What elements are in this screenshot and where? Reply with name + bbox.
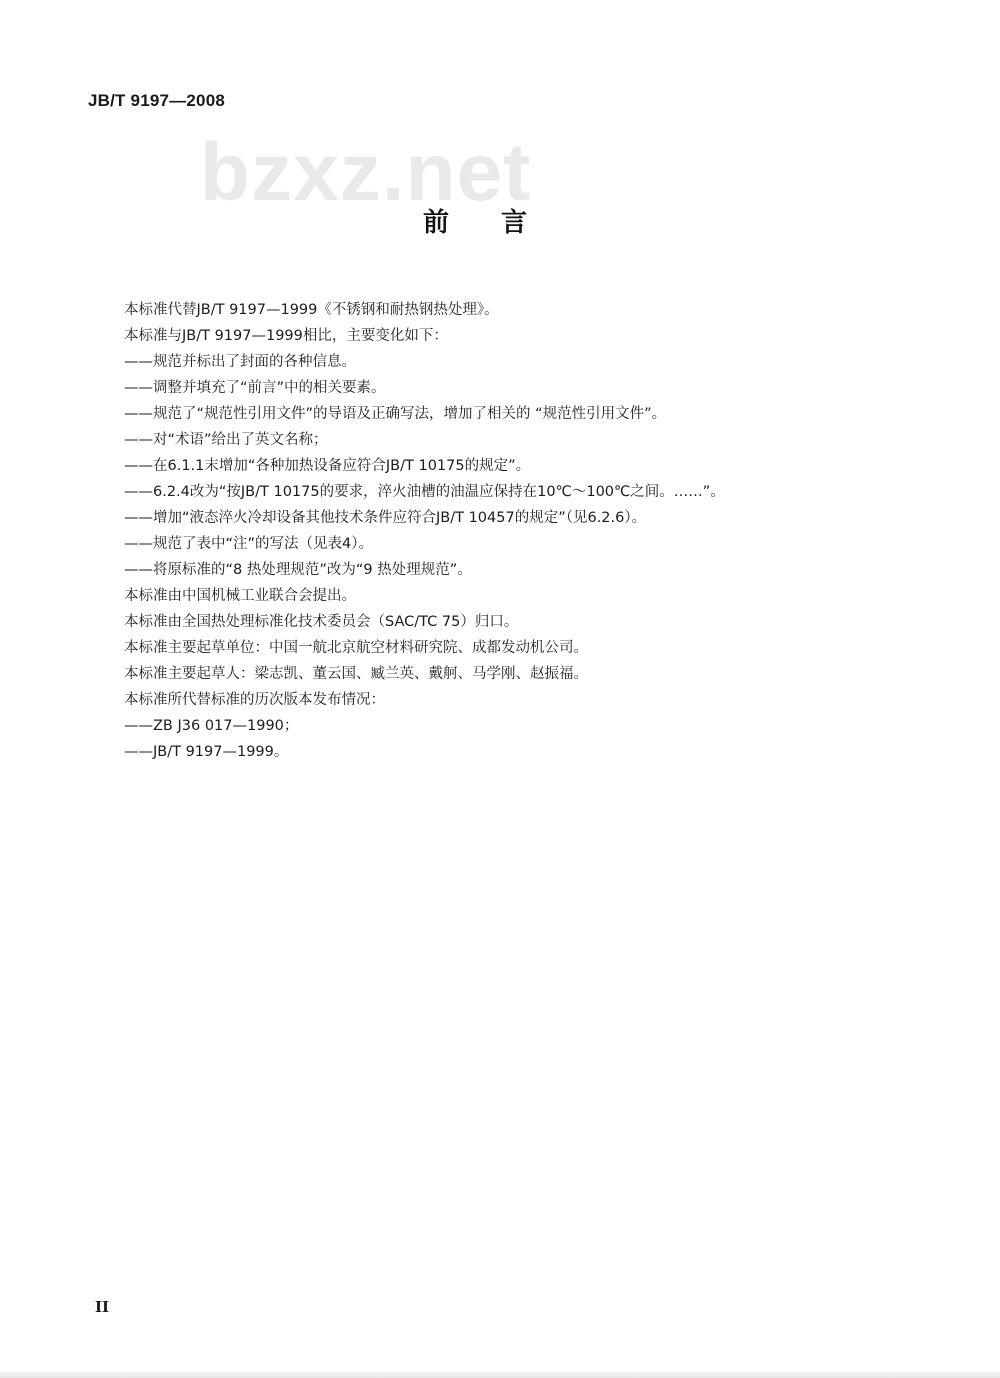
page-bottom-edge (0, 1372, 1000, 1378)
page-title: 前言 (422, 208, 579, 238)
foreword-line: ——调整并填充了“前言”中的相关要素。 (124, 380, 386, 396)
foreword-line: 本标准所代替标准的历次版本发布情况： (124, 692, 385, 708)
foreword-line: ——规范了“规范性引用文件”的导语及正确写法，增加了相关的 “规范性引用文件”。 (124, 406, 667, 422)
foreword-line: ——增加“液态淬火冷却设备其他技术条件应符合JB/T 10457的规定”（见6.2.6）。 (124, 510, 647, 526)
foreword-line: 本标准主要起草单位：中国一航北京航空材料研究院、成都发动机公司。 (124, 640, 588, 656)
foreword-line: ——将原标准的“8 热处理规范”改为“9 热处理规范”。 (124, 562, 472, 578)
foreword-line: ——6.2.4改为“按JB/T 10175的要求，淬火油槽的油温应保持在10℃～100℃之间。……”。 (124, 484, 725, 500)
standard-code: JB/T 9197—2008 (88, 91, 225, 110)
watermark: bzxz.net (200, 127, 532, 218)
foreword-line: ——对“术语”给出了英文名称； (124, 432, 328, 448)
page-number: II (95, 1298, 110, 1316)
foreword-line: 本标准主要起草人：梁志凯、董云国、臧兰英、戴舸、马学刚、赵振福。 (124, 666, 588, 682)
foreword-line: ——规范并标出了封面的各种信息。 (124, 354, 356, 370)
foreword-line: 本标准与JB/T 9197—1999相比，主要变化如下： (124, 328, 448, 344)
foreword-line: ——在6.1.1末增加“各种加热设备应符合JB/T 10175的规定”。 (124, 458, 531, 474)
foreword-line: ——ZB J36 017—1990； (124, 718, 299, 734)
foreword-line: ——规范了表中“注”的写法（见表4）。 (124, 536, 373, 552)
foreword-line: 本标准由中国机械工业联合会提出。 (124, 588, 356, 604)
foreword-line: 本标准代替JB/T 9197—1999《不锈钢和耐热钢热处理》。 (124, 302, 499, 318)
foreword-line: 本标准由全国热处理标准化技术委员会（SAC/TC 75）归口。 (124, 614, 519, 630)
foreword-body (124, 297, 844, 765)
foreword-line: ——JB/T 9197—1999。 (124, 744, 289, 760)
